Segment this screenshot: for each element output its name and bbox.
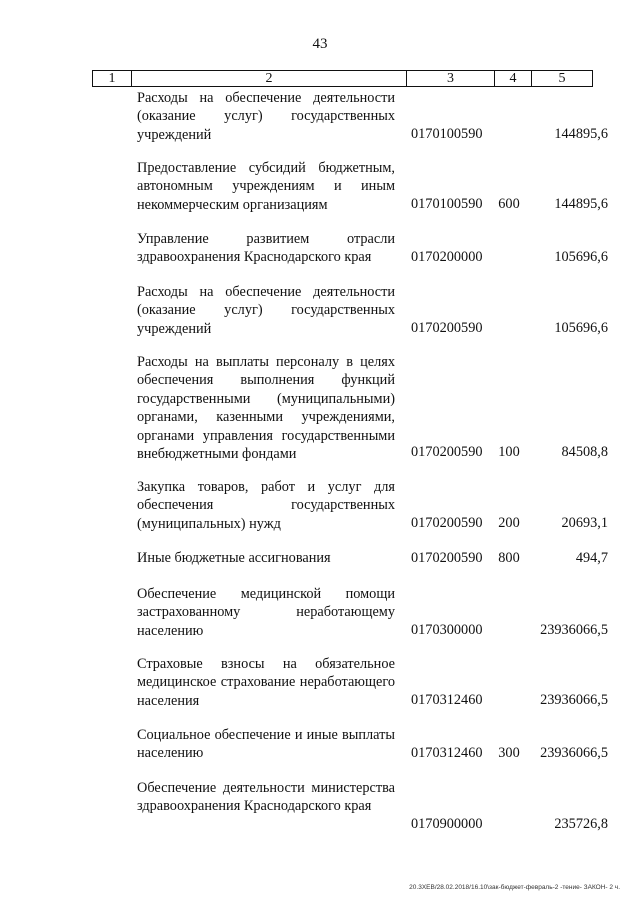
footer-file-stamp: 20.3XEB/28.02.2018/16.10\зак-бюджет-февраль-2 -тение- ЗАКОН- 2 ч. bbox=[409, 884, 620, 891]
amount: 235726,8 bbox=[554, 816, 608, 832]
amount: 23936066,5 bbox=[540, 745, 608, 761]
column-header-5: 5 bbox=[531, 71, 592, 86]
amount: 23936066,5 bbox=[540, 692, 608, 708]
expense-name: Социальное обеспечение и иные выплаты населению bbox=[137, 727, 395, 762]
expense-name: Обеспечение деятельности министерства здравоохранения Краснодарского края bbox=[137, 780, 395, 815]
expense-type: 100 bbox=[498, 444, 520, 460]
expense-name: Страховые взносы на обязательное медицинское страхование неработающего населения bbox=[137, 656, 395, 709]
target-code: 0170300000 bbox=[411, 622, 483, 638]
column-header-4: 4 bbox=[494, 71, 531, 86]
expense-name: Расходы на обеспечение деятельности (оказание услуг) государственных учреждений bbox=[137, 284, 395, 337]
target-code: 0170200590 bbox=[411, 515, 483, 531]
target-code: 0170312460 bbox=[411, 692, 483, 708]
expense-type: 200 bbox=[498, 515, 520, 531]
amount: 144895,6 bbox=[554, 196, 608, 212]
amount: 494,7 bbox=[575, 550, 608, 566]
expense-name: Управление развитием отрасли здравоохранения Краснодарского края bbox=[137, 231, 395, 266]
page-number: 43 bbox=[312, 36, 328, 52]
expense-name: Иные бюджетные ассигнования bbox=[137, 550, 331, 566]
target-code: 0170200590 bbox=[411, 550, 483, 566]
target-code: 0170200590 bbox=[411, 320, 483, 336]
expense-name: Предоставление субсидий бюджетным, автономным учреждениям и иным некоммерческим организациям bbox=[137, 160, 395, 213]
amount: 84508,8 bbox=[561, 444, 608, 460]
expense-name: Обеспечение медицинской помощи застрахованному неработающему населению bbox=[137, 586, 395, 639]
target-code: 0170900000 bbox=[411, 816, 483, 832]
amount: 105696,6 bbox=[554, 320, 608, 336]
target-code: 0170100590 bbox=[411, 126, 483, 142]
table-column-header bbox=[92, 70, 593, 87]
expense-name: Закупка товаров, работ и услуг для обеспечения государственных (муниципальных) нужд bbox=[137, 479, 395, 532]
expense-type: 300 bbox=[498, 745, 520, 761]
expense-name: Расходы на выплаты персоналу в целях обеспечения выполнения функций государственными (муниципальными) органами, казенными учреждениями, органами управления государственными внебюджетными фондами bbox=[137, 354, 395, 463]
amount: 23936066,5 bbox=[540, 622, 608, 638]
column-header-3: 3 bbox=[406, 71, 494, 86]
target-code: 0170312460 bbox=[411, 745, 483, 761]
expense-type: 800 bbox=[498, 550, 520, 566]
amount: 144895,6 bbox=[554, 126, 608, 142]
column-header-2: 2 bbox=[131, 71, 406, 86]
amount: 20693,1 bbox=[561, 515, 608, 531]
target-code: 0170100590 bbox=[411, 196, 483, 212]
amount: 105696,6 bbox=[554, 249, 608, 265]
target-code: 0170200000 bbox=[411, 249, 483, 265]
expense-name: Расходы на обеспечение деятельности (оказание услуг) государственных учреждений bbox=[137, 90, 395, 143]
column-header-1: 1 bbox=[108, 71, 116, 86]
target-code: 0170200590 bbox=[411, 444, 483, 460]
expense-type: 600 bbox=[498, 196, 520, 212]
